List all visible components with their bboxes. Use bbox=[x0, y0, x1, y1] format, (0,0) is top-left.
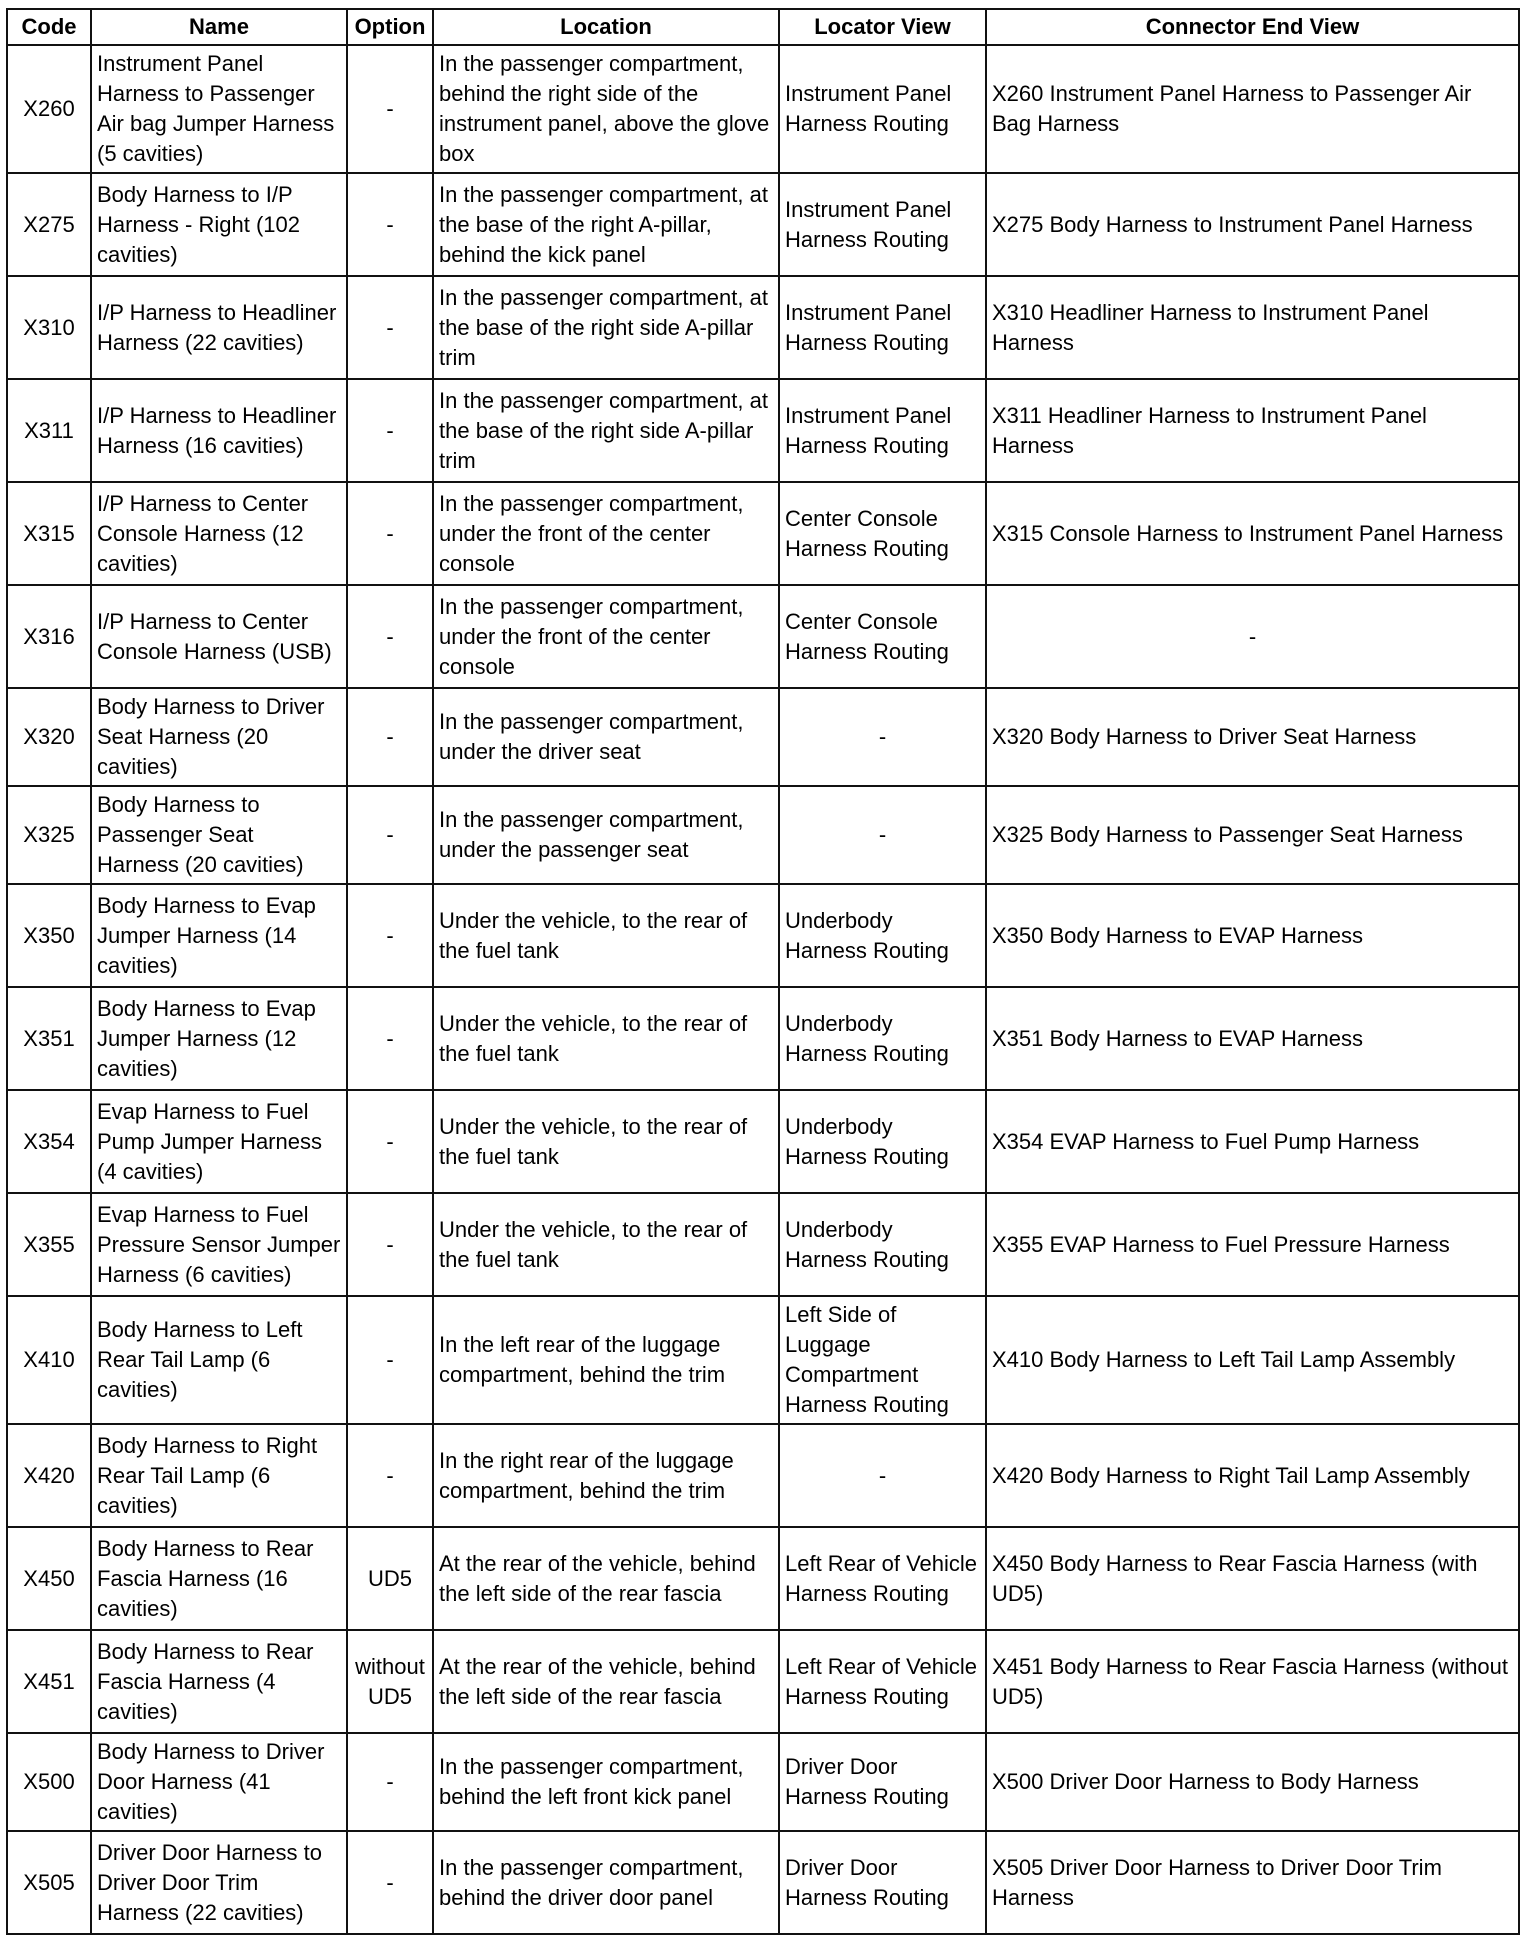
cell-code: X320 bbox=[7, 688, 91, 786]
cell-code: X420 bbox=[7, 1424, 91, 1527]
table-row bbox=[7, 1831, 1519, 1934]
cell-connector-end-view: X260 Instrument Panel Harness to Passenger Air Bag Harness bbox=[986, 45, 1519, 173]
cell-connector-end-view: X351 Body Harness to EVAP Harness bbox=[986, 987, 1519, 1090]
cell-location: In the passenger compartment, behind the driver door panel bbox=[433, 1831, 779, 1934]
cell-code: X350 bbox=[7, 884, 91, 987]
cell-name: Body Harness to Evap Jumper Harness (14 cavities) bbox=[91, 884, 347, 987]
cell-code: X315 bbox=[7, 482, 91, 585]
cell-location: At the rear of the vehicle, behind the left side of the rear fascia bbox=[433, 1527, 779, 1630]
cell-code: X310 bbox=[7, 276, 91, 379]
header-option: Option bbox=[347, 9, 433, 45]
table-header bbox=[7, 9, 1519, 45]
cell-option: - bbox=[347, 1296, 433, 1424]
cell-location: In the passenger compartment, at the base of the right side A-pillar trim bbox=[433, 276, 779, 379]
cell-locator-view: - bbox=[779, 786, 986, 884]
cell-connector-end-view: - bbox=[986, 585, 1519, 688]
header-code: Code bbox=[7, 9, 91, 45]
cell-option: - bbox=[347, 1090, 433, 1193]
table-row bbox=[7, 688, 1519, 786]
header-locator-view: Locator View bbox=[779, 9, 986, 45]
connector-table bbox=[6, 8, 1520, 1935]
header-location: Location bbox=[433, 9, 779, 45]
cell-name: I/P Harness to Headliner Harness (22 cavities) bbox=[91, 276, 347, 379]
cell-code: X275 bbox=[7, 173, 91, 276]
cell-name: Body Harness to Passenger Seat Harness (20 cavities) bbox=[91, 786, 347, 884]
cell-locator-view: Instrument Panel Harness Routing bbox=[779, 276, 986, 379]
cell-option: - bbox=[347, 786, 433, 884]
cell-locator-view: - bbox=[779, 1424, 986, 1527]
cell-option: - bbox=[347, 379, 433, 482]
table-row bbox=[7, 1296, 1519, 1424]
cell-connector-end-view: X315 Console Harness to Instrument Panel Harness bbox=[986, 482, 1519, 585]
cell-connector-end-view: X311 Headliner Harness to Instrument Panel Harness bbox=[986, 379, 1519, 482]
cell-connector-end-view: X500 Driver Door Harness to Body Harness bbox=[986, 1733, 1519, 1831]
cell-name: Evap Harness to Fuel Pressure Sensor Jumper Harness (6 cavities) bbox=[91, 1193, 347, 1296]
cell-option: - bbox=[347, 688, 433, 786]
cell-location: In the passenger compartment, at the base of the right A-pillar, behind the kick panel bbox=[433, 173, 779, 276]
cell-connector-end-view: X325 Body Harness to Passenger Seat Harness bbox=[986, 786, 1519, 884]
table-row bbox=[7, 276, 1519, 379]
cell-locator-view: Left Rear of Vehicle Harness Routing bbox=[779, 1630, 986, 1733]
cell-name: Driver Door Harness to Driver Door Trim Harness (22 cavities) bbox=[91, 1831, 347, 1934]
cell-connector-end-view: X275 Body Harness to Instrument Panel Harness bbox=[986, 173, 1519, 276]
cell-option: - bbox=[347, 276, 433, 379]
cell-locator-view: Underbody Harness Routing bbox=[779, 987, 986, 1090]
header-row bbox=[7, 9, 1519, 45]
cell-name: I/P Harness to Headliner Harness (16 cavities) bbox=[91, 379, 347, 482]
cell-code: X316 bbox=[7, 585, 91, 688]
cell-connector-end-view: X410 Body Harness to Left Tail Lamp Assembly bbox=[986, 1296, 1519, 1424]
cell-option: - bbox=[347, 1831, 433, 1934]
cell-location: Under the vehicle, to the rear of the fuel tank bbox=[433, 884, 779, 987]
cell-location: At the rear of the vehicle, behind the left side of the rear fascia bbox=[433, 1630, 779, 1733]
cell-option: - bbox=[347, 1193, 433, 1296]
cell-name: Body Harness to Rear Fascia Harness (16 cavities) bbox=[91, 1527, 347, 1630]
table-row bbox=[7, 1090, 1519, 1193]
cell-locator-view: Underbody Harness Routing bbox=[779, 1090, 986, 1193]
header-name: Name bbox=[91, 9, 347, 45]
cell-locator-view: Underbody Harness Routing bbox=[779, 1193, 986, 1296]
cell-option: - bbox=[347, 173, 433, 276]
cell-name: I/P Harness to Center Console Harness (USB) bbox=[91, 585, 347, 688]
cell-code: X450 bbox=[7, 1527, 91, 1630]
cell-name: Body Harness to I/P Harness - Right (102 cavities) bbox=[91, 173, 347, 276]
table-row bbox=[7, 1733, 1519, 1831]
cell-location: In the passenger compartment, under the front of the center console bbox=[433, 482, 779, 585]
cell-connector-end-view: X420 Body Harness to Right Tail Lamp Assembly bbox=[986, 1424, 1519, 1527]
cell-connector-end-view: X354 EVAP Harness to Fuel Pump Harness bbox=[986, 1090, 1519, 1193]
cell-locator-view: Instrument Panel Harness Routing bbox=[779, 173, 986, 276]
cell-name: Evap Harness to Fuel Pump Jumper Harness (4 cavities) bbox=[91, 1090, 347, 1193]
cell-code: X451 bbox=[7, 1630, 91, 1733]
cell-connector-end-view: X355 EVAP Harness to Fuel Pressure Harness bbox=[986, 1193, 1519, 1296]
cell-option: UD5 bbox=[347, 1527, 433, 1630]
cell-option: - bbox=[347, 585, 433, 688]
cell-locator-view: Center Console Harness Routing bbox=[779, 585, 986, 688]
cell-connector-end-view: X320 Body Harness to Driver Seat Harness bbox=[986, 688, 1519, 786]
cell-locator-view: Instrument Panel Harness Routing bbox=[779, 45, 986, 173]
cell-locator-view: Left Rear of Vehicle Harness Routing bbox=[779, 1527, 986, 1630]
cell-location: In the left rear of the luggage compartment, behind the trim bbox=[433, 1296, 779, 1424]
cell-name: Instrument Panel Harness to Passenger Air bag Jumper Harness (5 cavities) bbox=[91, 45, 347, 173]
cell-connector-end-view: X350 Body Harness to EVAP Harness bbox=[986, 884, 1519, 987]
cell-locator-view: - bbox=[779, 688, 986, 786]
cell-location: In the passenger compartment, behind the left front kick panel bbox=[433, 1733, 779, 1831]
cell-location: Under the vehicle, to the rear of the fuel tank bbox=[433, 987, 779, 1090]
cell-name: Body Harness to Driver Seat Harness (20 cavities) bbox=[91, 688, 347, 786]
cell-name: Body Harness to Evap Jumper Harness (12 cavities) bbox=[91, 987, 347, 1090]
cell-locator-view: Driver Door Harness Routing bbox=[779, 1733, 986, 1831]
cell-code: X311 bbox=[7, 379, 91, 482]
cell-option: - bbox=[347, 1733, 433, 1831]
cell-name: Body Harness to Driver Door Harness (41 cavities) bbox=[91, 1733, 347, 1831]
table-row bbox=[7, 585, 1519, 688]
cell-connector-end-view: X310 Headliner Harness to Instrument Panel Harness bbox=[986, 276, 1519, 379]
cell-locator-view: Underbody Harness Routing bbox=[779, 884, 986, 987]
cell-option: - bbox=[347, 884, 433, 987]
cell-code: X354 bbox=[7, 1090, 91, 1193]
table-row bbox=[7, 1193, 1519, 1296]
cell-connector-end-view: X505 Driver Door Harness to Driver Door Trim Harness bbox=[986, 1831, 1519, 1934]
table-row bbox=[7, 987, 1519, 1090]
cell-locator-view: Instrument Panel Harness Routing bbox=[779, 379, 986, 482]
cell-option: - bbox=[347, 987, 433, 1090]
cell-location: In the right rear of the luggage compartment, behind the trim bbox=[433, 1424, 779, 1527]
cell-code: X500 bbox=[7, 1733, 91, 1831]
header-connector-end-view: Connector End View bbox=[986, 9, 1519, 45]
cell-code: X505 bbox=[7, 1831, 91, 1934]
table-row bbox=[7, 786, 1519, 884]
table-body bbox=[7, 45, 1519, 1934]
table-row bbox=[7, 379, 1519, 482]
cell-option: without UD5 bbox=[347, 1630, 433, 1733]
cell-location: Under the vehicle, to the rear of the fuel tank bbox=[433, 1090, 779, 1193]
table-row bbox=[7, 482, 1519, 585]
cell-code: X355 bbox=[7, 1193, 91, 1296]
cell-code: X410 bbox=[7, 1296, 91, 1424]
cell-locator-view: Driver Door Harness Routing bbox=[779, 1831, 986, 1934]
cell-option: - bbox=[347, 45, 433, 173]
table-row bbox=[7, 45, 1519, 173]
cell-location: In the passenger compartment, under the passenger seat bbox=[433, 786, 779, 884]
cell-connector-end-view: X451 Body Harness to Rear Fascia Harness (without UD5) bbox=[986, 1630, 1519, 1733]
cell-connector-end-view: X450 Body Harness to Rear Fascia Harness (with UD5) bbox=[986, 1527, 1519, 1630]
cell-location: In the passenger compartment, under the front of the center console bbox=[433, 585, 779, 688]
table-row bbox=[7, 1527, 1519, 1630]
cell-locator-view: Left Side of Luggage Compartment Harness Routing bbox=[779, 1296, 986, 1424]
cell-code: X260 bbox=[7, 45, 91, 173]
cell-option: - bbox=[347, 1424, 433, 1527]
cell-name: Body Harness to Left Rear Tail Lamp (6 cavities) bbox=[91, 1296, 347, 1424]
cell-option: - bbox=[347, 482, 433, 585]
table-row bbox=[7, 884, 1519, 987]
cell-location: In the passenger compartment, at the base of the right side A-pillar trim bbox=[433, 379, 779, 482]
cell-location: In the passenger compartment, under the driver seat bbox=[433, 688, 779, 786]
cell-code: X351 bbox=[7, 987, 91, 1090]
cell-location: In the passenger compartment, behind the right side of the instrument panel, above the glove box bbox=[433, 45, 779, 173]
table-row bbox=[7, 173, 1519, 276]
cell-location: Under the vehicle, to the rear of the fuel tank bbox=[433, 1193, 779, 1296]
cell-code: X325 bbox=[7, 786, 91, 884]
cell-name: I/P Harness to Center Console Harness (12 cavities) bbox=[91, 482, 347, 585]
table-row bbox=[7, 1630, 1519, 1733]
cell-locator-view: Center Console Harness Routing bbox=[779, 482, 986, 585]
cell-name: Body Harness to Rear Fascia Harness (4 cavities) bbox=[91, 1630, 347, 1733]
cell-name: Body Harness to Right Rear Tail Lamp (6 cavities) bbox=[91, 1424, 347, 1527]
table-row bbox=[7, 1424, 1519, 1527]
